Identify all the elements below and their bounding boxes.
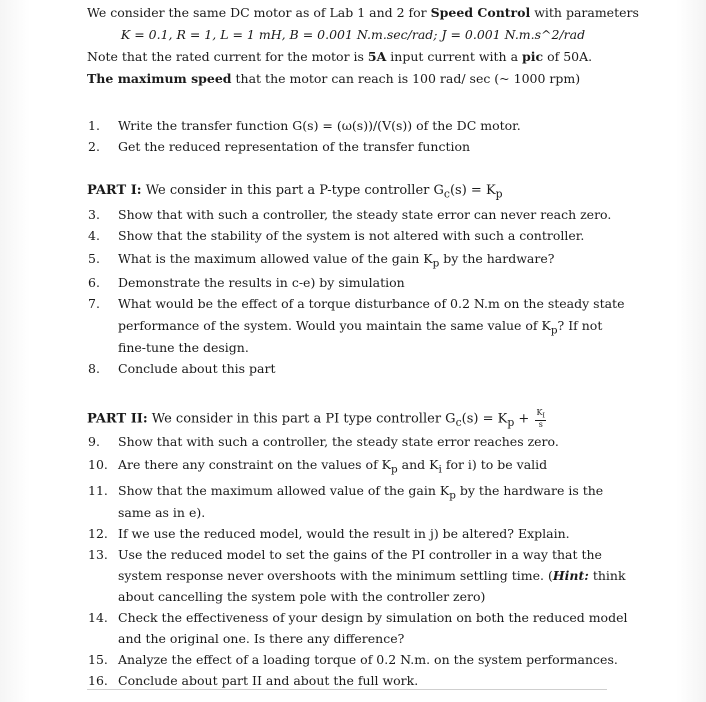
item-number: 13. xyxy=(88,547,108,562)
item-16-text: Conclude about part II and about the full work. xyxy=(118,673,419,688)
item-number: 7. xyxy=(88,296,100,311)
item-7-cont-post: ? If not xyxy=(557,318,603,333)
item-number: 15. xyxy=(88,652,108,667)
item-2-text: Get the reduced representation of the transfer function xyxy=(118,139,471,154)
max-speed-line xyxy=(87,71,580,87)
item-number: 1. xyxy=(88,118,100,133)
item-number: 14. xyxy=(88,610,108,625)
subscript: p xyxy=(391,463,398,476)
subscript: p xyxy=(449,489,456,502)
intro-bold-speed-control: Speed Control xyxy=(430,5,531,20)
item-15-text: Analyze the effect of a loading torque of 0.2 N.m. on the system performances. xyxy=(118,652,618,667)
subscript: c xyxy=(443,187,450,201)
item-13-cont-post: think xyxy=(588,568,626,583)
item-11-text xyxy=(118,483,603,504)
note-bold-current: 5A xyxy=(367,49,387,64)
item-7-text: What would be the effect of a torque disturbance of 0.2 N.m on the steady state xyxy=(118,296,625,311)
item-10-post: for i) to be valid xyxy=(441,457,548,472)
subscript: i xyxy=(438,463,442,476)
max-speed-bold: The maximum speed xyxy=(87,71,232,86)
item-7-cont-pre: performance of the system. Would you maintain the same value of K xyxy=(118,318,551,333)
item-number: 12. xyxy=(88,526,108,541)
item-number: 3. xyxy=(88,207,100,222)
subscript: p xyxy=(507,415,515,429)
item-10-pre: Are there any constraint on the values of K xyxy=(118,457,392,472)
motor-parameters: K = 0.1, R = 1, L = 1 mH, B = 0.001 N.m.sec/rad; J = 0.001 N.m.s^2/rad xyxy=(120,27,586,42)
intro-text-end: with parameters xyxy=(530,5,639,20)
subscript: I xyxy=(542,411,546,420)
item-1-text: Write the transfer function G(s) = (ω(s))/(V(s)) of the DC motor. xyxy=(118,118,521,133)
rated-current-note xyxy=(87,49,592,65)
item-10-mid: and K xyxy=(397,457,439,472)
item-13-cont-2: about cancelling the system pole with the controller zero) xyxy=(118,589,486,604)
part-2-heading xyxy=(87,409,546,431)
subscript: p xyxy=(495,187,503,201)
intro-text: We consider the same DC motor as of Lab 1 and 2 for xyxy=(87,5,431,20)
item-7-cont-2: fine-tune the design. xyxy=(118,340,249,355)
item-number: 2. xyxy=(88,139,100,154)
part-2-label: PART II: xyxy=(87,411,148,427)
item-number: 11. xyxy=(88,483,108,498)
item-14-cont: and the original one. Is there any difference? xyxy=(118,631,405,646)
ki-over-s-fraction xyxy=(535,409,546,429)
item-11-cont: same as in e). xyxy=(118,505,206,520)
item-number: 4. xyxy=(88,228,100,243)
note-bold-pic: pic xyxy=(522,49,544,64)
item-8-text: Conclude about this part xyxy=(118,361,276,376)
item-number: 16. xyxy=(88,673,108,688)
note-text: Note that the rated current for the motor is xyxy=(87,49,368,64)
intro-line-1 xyxy=(87,5,639,21)
max-speed-text: that the motor can reach is 100 rad/ sec (~ 1000 rpm) xyxy=(231,71,581,86)
hint-label: Hint: xyxy=(552,568,589,583)
item-6-text: Demonstrate the results in c-e) by simulation xyxy=(118,275,405,290)
item-9-text: Show that with such a controller, the steady state error reaches zero. xyxy=(118,434,559,449)
note-text-mid: input current with a xyxy=(386,49,522,64)
item-number: 6. xyxy=(88,275,100,290)
item-number: 9. xyxy=(88,434,100,449)
plus-sign: + xyxy=(514,411,534,427)
item-4-text: Show that the stability of the system is not altered with such a controller. xyxy=(118,228,585,243)
item-number: 10. xyxy=(88,457,108,472)
item-number: 5. xyxy=(88,251,100,266)
fraction-k: K xyxy=(536,408,543,417)
item-10-text xyxy=(118,457,547,478)
fraction-denominator: s xyxy=(538,419,543,429)
item-13-cont-1 xyxy=(118,568,626,584)
subscript: c xyxy=(455,415,462,429)
part-1-label: PART I: xyxy=(87,183,142,198)
item-5-text xyxy=(118,251,554,272)
item-number: 8. xyxy=(88,361,100,376)
subscript: p xyxy=(550,324,558,337)
item-3-text: Show that with such a controller, the steady state error can never reach zero. xyxy=(118,207,612,222)
part-2-text: We consider in this part a PI type controller G xyxy=(147,411,456,427)
item-7-cont-1 xyxy=(118,318,602,339)
part-1-eq: (s) = K xyxy=(449,183,496,198)
fraction-numerator xyxy=(535,409,546,421)
part-1-text: We consider in this part a P-type controller G xyxy=(141,183,444,198)
item-13-text: Use the reduced model to set the gains of the PI controller in a way that the xyxy=(118,547,602,562)
part-2-eq: (s) = K xyxy=(461,411,508,427)
bottom-divider xyxy=(87,689,607,690)
item-11-pre: Show that the maximum allowed value of the gain K xyxy=(118,483,450,498)
subscript: p xyxy=(432,257,440,270)
item-5-post: by the hardware? xyxy=(439,251,555,266)
item-11-post: by the hardware is the xyxy=(455,483,604,498)
part-1-heading xyxy=(87,183,503,203)
item-5-pre: What is the maximum allowed value of the gain K xyxy=(118,251,433,266)
item-13-cont-pre: system response never overshoots with the minimum settling time. ( xyxy=(118,568,553,583)
item-12-text: If we use the reduced model, would the result in j) be altered? Explain. xyxy=(118,526,570,541)
note-text-end: of 50A. xyxy=(543,49,593,64)
item-14-text: Check the effectiveness of your design by simulation on both the reduced model xyxy=(118,610,628,625)
